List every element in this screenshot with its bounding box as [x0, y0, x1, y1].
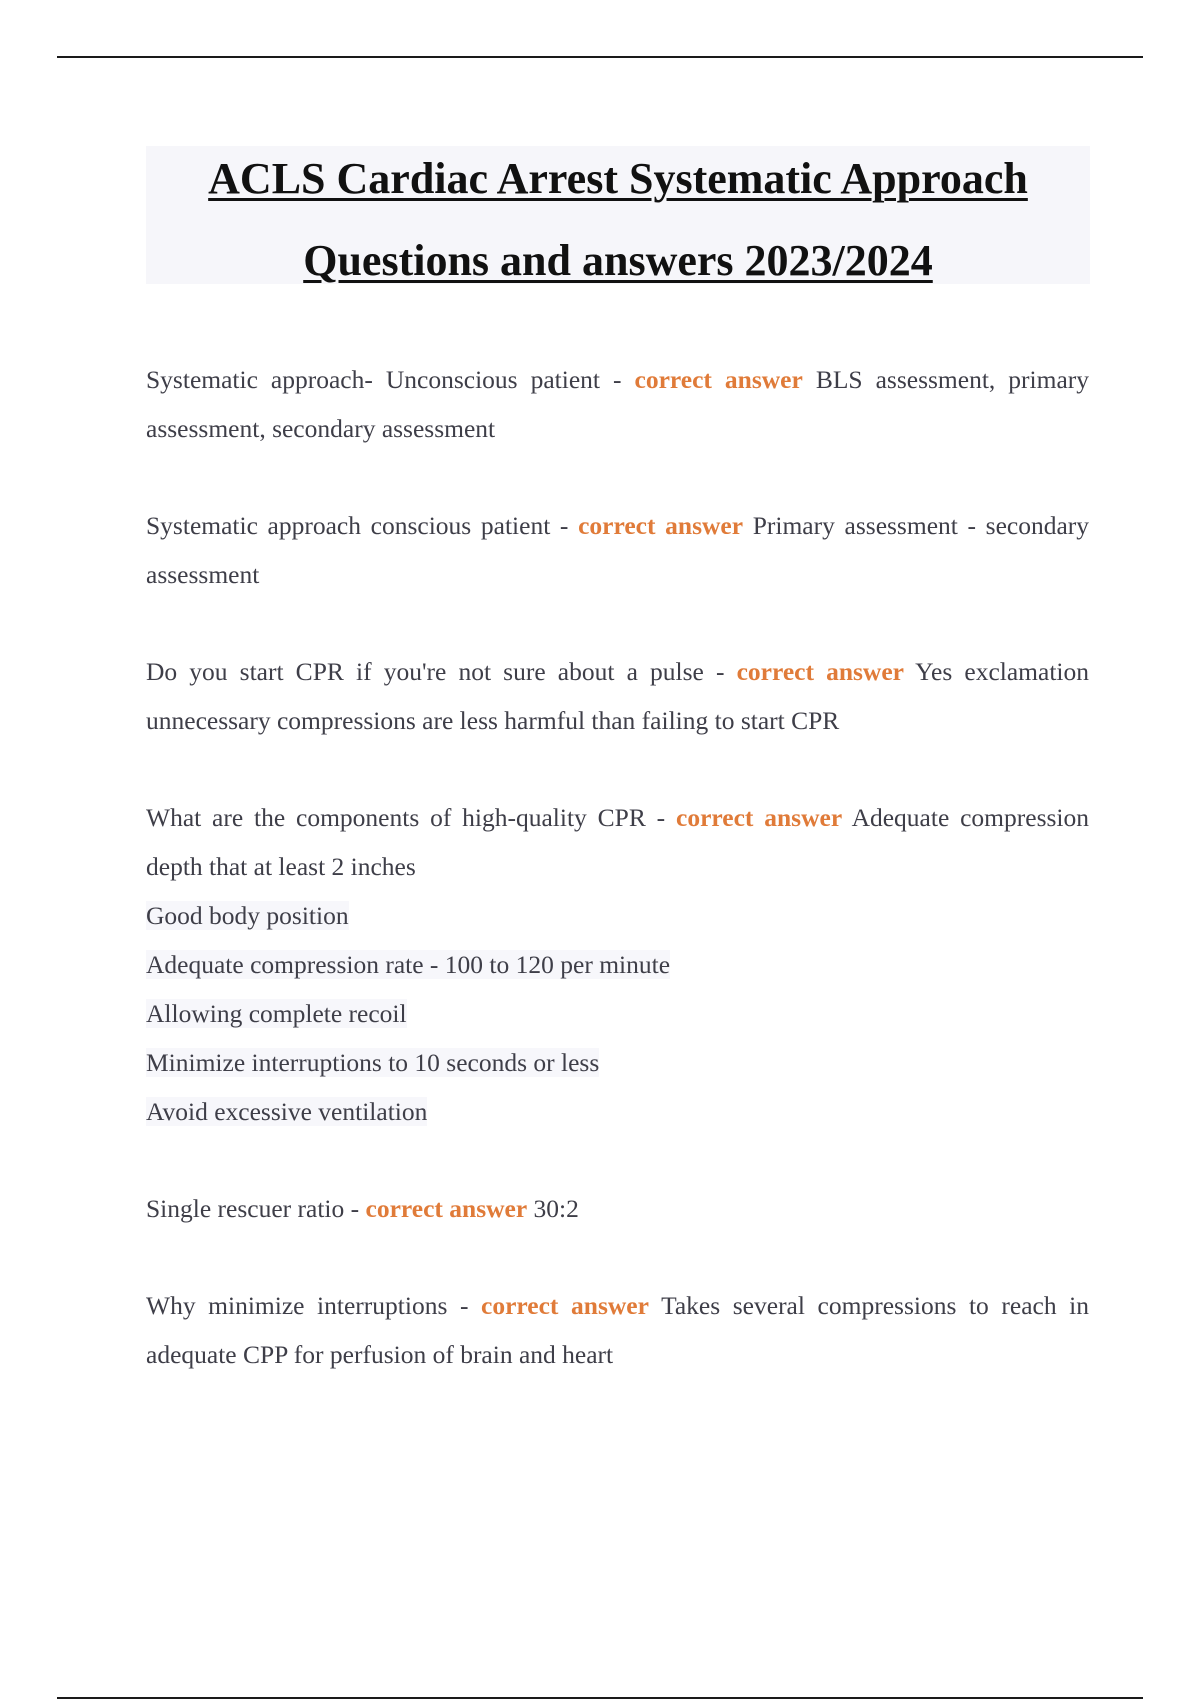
question-text: Systematic approach conscious patient -: [146, 511, 569, 540]
question-text: Single rescuer ratio -: [146, 1194, 360, 1223]
list-item: Good body position: [146, 901, 349, 930]
list-item: Minimize interruptions to 10 seconds or less: [146, 1048, 600, 1077]
document-title: [146, 146, 1090, 284]
qa-list: [146, 355, 1089, 1379]
answer-tag: correct answer: [578, 511, 744, 540]
qa-item-4-lead: [146, 793, 1089, 891]
qa-item-6: [146, 1281, 1089, 1379]
title-line-2: Questions and answers 2023/2024: [303, 236, 933, 285]
list-item: Adequate compression rate - 100 to 120 per minute: [146, 950, 671, 979]
qa-item-3: [146, 647, 1089, 745]
answer-text: Primary assessment - secondary assessment: [146, 511, 1090, 589]
list-item: Allowing complete recoil: [146, 999, 407, 1028]
question-text: Systematic approach- Unconscious patient -: [146, 365, 622, 394]
answer-tag: correct answer: [365, 1194, 528, 1223]
answer-text: Yes exclamation unnecessary compressions are less harmful than failing to start CPR: [146, 657, 1090, 735]
answer-tag: correct answer: [676, 803, 843, 832]
top-rule: [57, 56, 1143, 58]
qa-item-4: [146, 793, 1089, 1136]
question-text: What are the components of high-quality CPR -: [146, 803, 666, 832]
qa-item-2: [146, 501, 1089, 599]
answer-tag: correct answer: [481, 1291, 649, 1320]
bottom-rule: [57, 1697, 1143, 1699]
answer-tag: correct answer: [634, 365, 803, 394]
list-item: Avoid excessive ventilation: [146, 1097, 428, 1126]
question-text: Do you start CPR if you're not sure about a pulse -: [146, 657, 725, 686]
answer-text: 30:2: [533, 1194, 579, 1223]
answer-text: BLS assessment, primary assessment, secondary assessment: [146, 365, 1090, 443]
answer-tag: correct answer: [736, 657, 904, 686]
qa-item-1: [146, 355, 1089, 453]
answer-text: Adequate compression depth that at least 2 inches: [146, 803, 1090, 881]
answer-text: Takes several compressions to reach in adequate CPP for perfusion of brain and heart: [146, 1291, 1090, 1369]
qa-item-5: [146, 1184, 1089, 1233]
title-line-1: ACLS Cardiac Arrest Systematic Approach: [208, 154, 1028, 203]
question-text: Why minimize interruptions -: [146, 1291, 469, 1320]
